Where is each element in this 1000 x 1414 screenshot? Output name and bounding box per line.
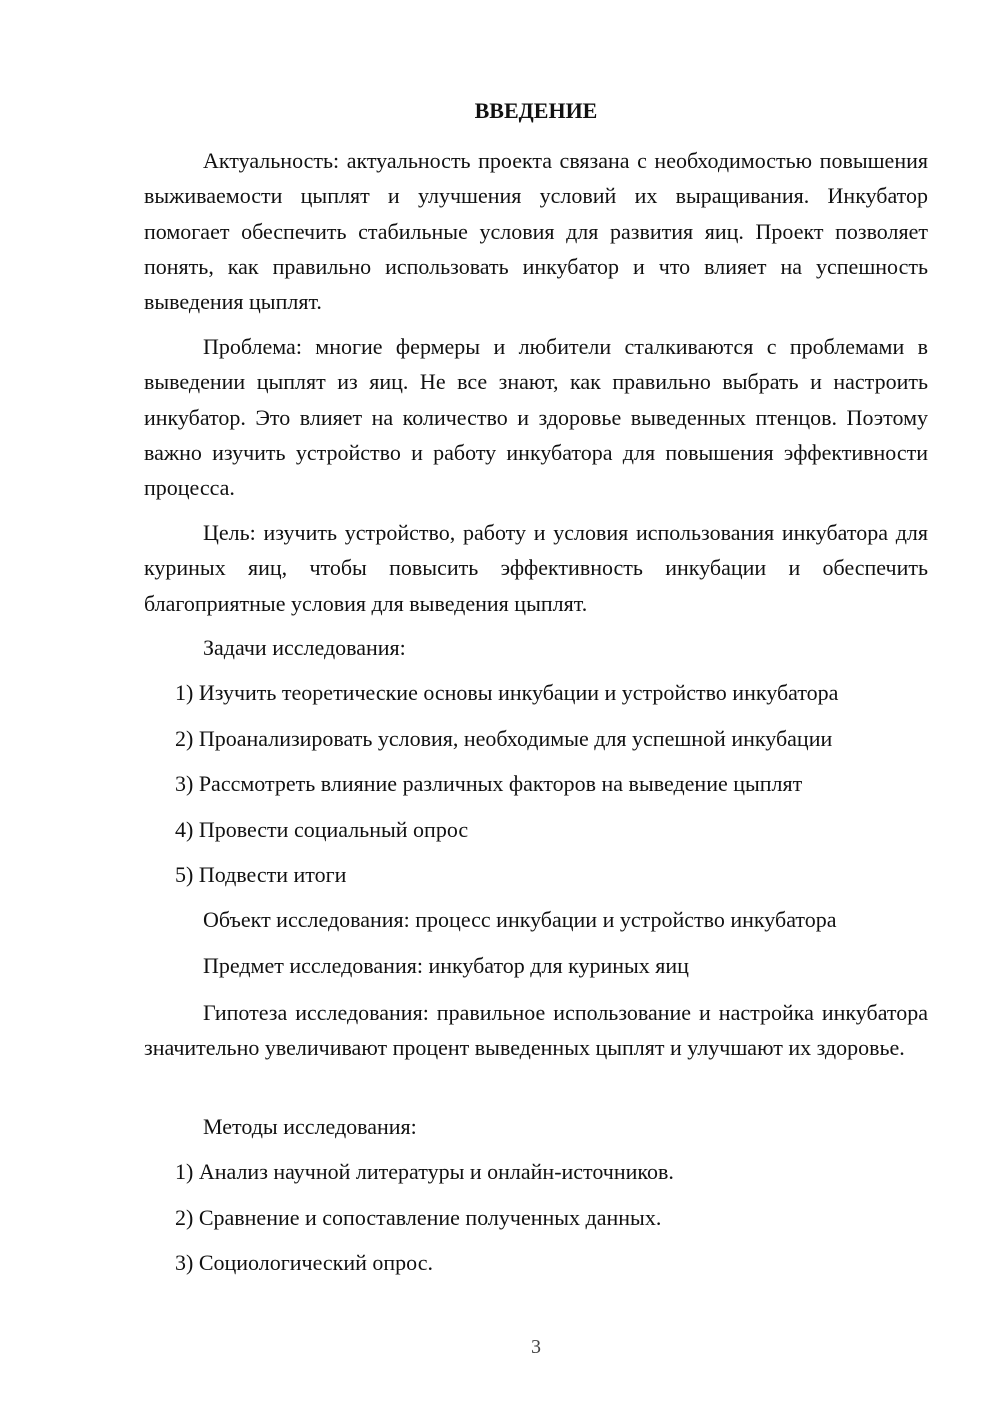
research-subject: Предмет исследования: инкубатор для куриных яиц xyxy=(203,953,689,978)
goal-paragraph: Цель: изучить устройство, работу и условия использования инкубатора для куриных яиц, чтобы повысить эффективность инкубации и обеспечить благоприятные условия для выведения цыплят. xyxy=(144,520,928,616)
page-number: 3 xyxy=(531,1336,541,1358)
page-title: ВВЕДЕНИЕ xyxy=(474,98,598,123)
hypothesis-paragraph: Гипотеза исследования: правильное использование и настройка инкубатора значительно увеличивают процент выведенных цыплят и улучшают их здоровье. xyxy=(144,1000,928,1061)
method-item: 3) Социологический опрос. xyxy=(175,1250,433,1275)
task-item: 1) Изучить теоретические основы инкубации и устройство инкубатора xyxy=(175,680,839,705)
task-item: 2) Проанализировать условия, необходимые для успешной инкубации xyxy=(175,726,833,751)
method-item: 1) Анализ научной литературы и онлайн-источников. xyxy=(175,1159,674,1184)
task-item: 5) Подвести итоги xyxy=(175,862,347,887)
research-object: Объект исследования: процесс инкубации и устройство инкубатора xyxy=(203,907,837,932)
document-page xyxy=(144,0,928,1414)
task-item: 3) Рассмотреть влияние различных факторов на выведение цыплят xyxy=(175,771,803,796)
relevance-paragraph: Актуальность: актуальность проекта связана с необходимостью повышения выживаемости цыплят и улучшения условий их выращивания. Инкубатор помогает обеспечить стабильные условия для развития яиц. Проект позволяет понять, как правильно использовать инкубатор и что влияет на успешность выведения цыплят. xyxy=(144,148,928,315)
methods-heading: Методы исследования: xyxy=(203,1114,417,1139)
tasks-heading: Задачи исследования: xyxy=(203,635,406,660)
problem-paragraph: Проблема: многие фермеры и любители сталкиваются с проблемами в выведении цыплят из яиц. Не все знают, как правильно выбрать и настроить инкубатор. Это влияет на количество и здоровье выведенных птенцов. Поэтому важно изучить устройство и работу инкубатора для повышения эффективности процесса. xyxy=(144,334,928,501)
method-item: 2) Сравнение и сопоставление полученных данных. xyxy=(175,1205,662,1230)
task-item: 4) Провести социальный опрос xyxy=(175,817,469,842)
